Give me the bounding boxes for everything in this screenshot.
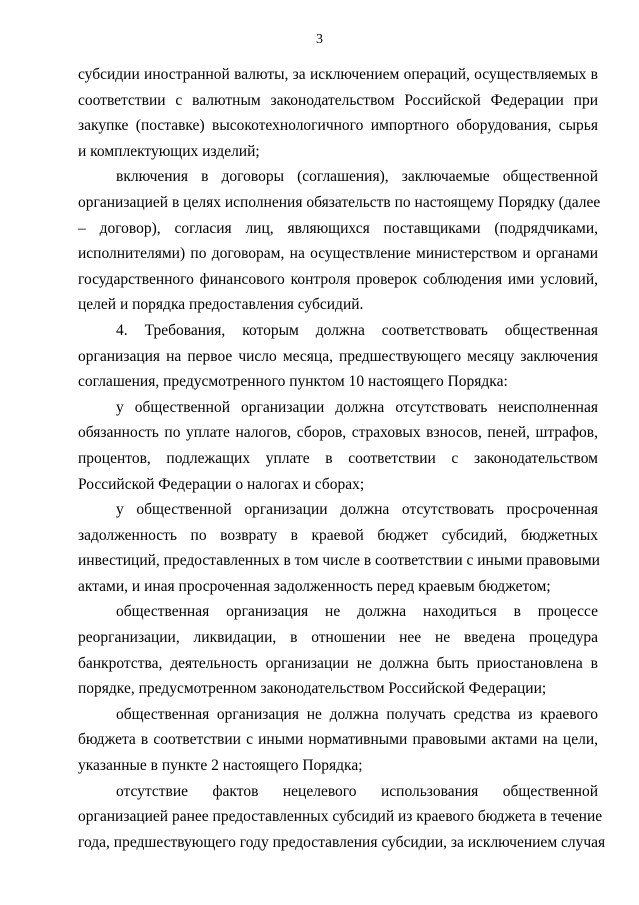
text-line: бюджета в соответствии с иными нормативными правовыми актами на цели, (78, 731, 598, 749)
text-line: 4. Требования, которым должна соответствовать общественная (116, 321, 598, 339)
text-line: задолженность по возврату в краевой бюджет субсидий, бюджетных (78, 526, 598, 544)
paragraph (78, 599, 598, 701)
text-line: банкротства, деятельность организации не должна быть приостановлена в (78, 654, 598, 672)
text-line: указанные в пункте 2 настоящего Порядка; (78, 757, 363, 775)
text-line: закупке (поставке) высокотехнологичного импортного оборудования, сырья (78, 117, 598, 135)
paragraph (78, 497, 598, 599)
text-line: порядке, предусмотренном законодательством Российской Федерации; (78, 680, 547, 698)
text-line: у общественной организации должна отсутствовать неисполненная (116, 398, 598, 416)
text-line: субсидии иностранной валюты, за исключением операций, осуществляемых в (78, 66, 598, 83)
text-line: государственного финансового контроля проверок соблюдения ими условий, (78, 270, 598, 288)
text-line: целей и порядка предоставления субсидий. (78, 296, 364, 314)
text-line: организацией ранее предоставленных субсидий из краевого бюджета в течение (78, 808, 603, 826)
text-line: процентов, подлежащих уплате в соответствии с законодательством (78, 449, 598, 467)
text-line: отсутствие фактов нецелевого использования общественной (116, 782, 598, 800)
paragraph (78, 164, 601, 318)
paragraph (78, 702, 598, 779)
text-line: года, предшествующего году предоставления субсидии, за исключением случая (78, 833, 606, 851)
paragraph (78, 779, 606, 856)
text-line: организацией в целях исполнения обязательств по настоящему Порядку (далее (78, 193, 601, 211)
text-line: Российской Федерации о налогах и сборах; (78, 475, 365, 493)
text-line: общественная организация не должна получать средства из краевого (116, 705, 598, 723)
text-line: реорганизации, ликвидации, в отношении нее не введена процедура (78, 629, 598, 647)
document-body (78, 62, 606, 855)
text-line: соглашения, предусмотренного пунктом 10 настоящего Порядка: (78, 373, 508, 391)
text-line: и комплектующих изделий; (78, 142, 260, 160)
text-line: организация на первое число месяца, предшествующего месяцу заключения (78, 347, 598, 365)
text-line: – договор), согласия лиц, являющихся поставщиками (подрядчиками, (78, 219, 598, 237)
text-line: у общественной организации должна отсутствовать просроченная (116, 501, 598, 519)
paragraph (78, 62, 598, 164)
text-line: актами, и иная просроченная задолженность перед краевым бюджетом; (78, 577, 551, 595)
text-line: инвестиций, предоставленных в том числе в соответствии с иными правовыми (78, 552, 600, 570)
text-line: обязанность по уплате налогов, сборов, страховых взносов, пеней, штрафов, (78, 424, 598, 442)
paragraph (78, 395, 598, 497)
paragraph (78, 318, 598, 395)
page-number: 3 (316, 32, 323, 47)
text-line: общественная организация не должна находиться в процессе (116, 603, 598, 621)
text-line: соответствии с валютным законодательством Российской Федерации при (78, 91, 598, 109)
text-line: исполнителями) по договорам, на осуществление министерством и органами (78, 245, 598, 263)
text-line: включения в договоры (соглашения), заключаемые общественной (116, 168, 598, 186)
